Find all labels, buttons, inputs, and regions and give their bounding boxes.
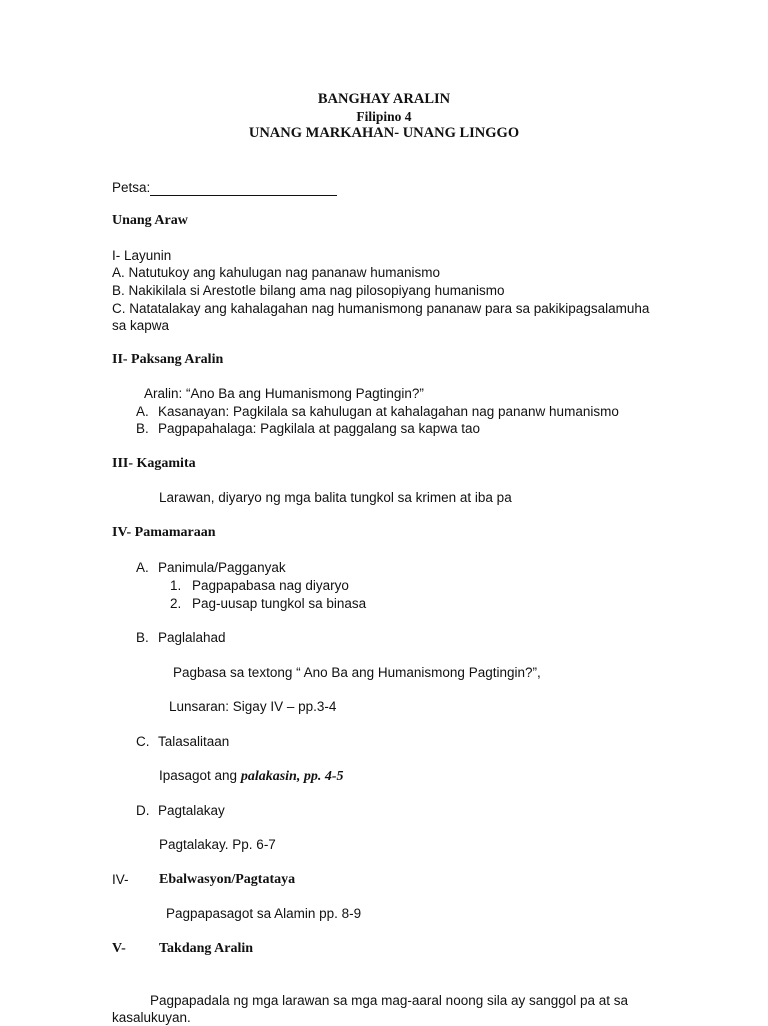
objective-c-line1: C. Natatalakay ang kahalagahan nag humanismong pananaw para sa pakikipagsalamuha bbox=[112, 301, 650, 316]
procedure-c-text: Talasalitaan bbox=[158, 734, 230, 749]
skill-text: Kasanayan: Pagkilala sa kahulugan at kahalagahan nag pananw humanismo bbox=[158, 404, 619, 419]
materials-heading: III- Kagamita bbox=[112, 456, 196, 471]
procedure-heading: IV- Pamamaraan bbox=[112, 525, 216, 540]
date-line bbox=[112, 179, 337, 196]
procedure-a-text: Panimula/Pagganyak bbox=[158, 560, 286, 575]
document-quarter: UNANG MARKAHAN- UNANG LINGGO bbox=[248, 125, 520, 141]
evaluation-heading: Ebalwasyon/Pagtataya bbox=[159, 872, 296, 887]
objectives-heading: I- Layunin bbox=[112, 248, 172, 263]
objective-a: A. Natutukoy ang kahulugan nag pananaw humanismo bbox=[112, 265, 440, 280]
value-marker: B. bbox=[136, 421, 149, 436]
procedure-a1-text: Pagpapabasa nag diyaryo bbox=[192, 578, 349, 593]
assignment-heading: Takdang Aralin bbox=[159, 941, 254, 956]
materials-text: Larawan, diyaryo ng mga balita tungkol sa krimen at iba pa bbox=[159, 490, 512, 505]
lesson-title: Aralin: “Ano Ba ang Humanismong Pagtingin?” bbox=[144, 386, 424, 401]
day-heading: Unang Araw bbox=[112, 213, 188, 228]
skill-marker: A. bbox=[136, 404, 149, 419]
procedure-d-text: Pagtalakay bbox=[158, 803, 225, 818]
date-blank bbox=[150, 181, 337, 196]
value-text: Pagpapahalaga: Pagkilala at paggalang sa kapwa tao bbox=[158, 421, 481, 436]
procedure-d-marker: D. bbox=[136, 803, 150, 818]
procedure-b-reading: Pagbasa sa textong “ Ano Ba ang Humanismong Pagtingin?”, bbox=[173, 665, 541, 680]
evaluation-marker: IV- bbox=[112, 872, 129, 887]
procedure-c-instruction bbox=[159, 767, 344, 785]
document-title: BANGHAY ARALIN bbox=[317, 91, 451, 107]
assignment-line1: Pagpapadala ng mga larawan sa mga mag-aaral noong sila ay sanggol pa at sa bbox=[150, 993, 629, 1008]
procedure-c-marker: C. bbox=[136, 734, 150, 749]
procedure-a2-marker: 2. bbox=[170, 596, 182, 611]
procedure-b-text: Paglalahad bbox=[158, 630, 226, 645]
objective-c-line2: sa kapwa bbox=[112, 318, 170, 333]
procedure-c-instruction-bold: palakasin, pp. 4-5 bbox=[240, 769, 344, 784]
evaluation-text: Pagpapasagot sa Alamin pp. 8-9 bbox=[166, 906, 362, 921]
subject-matter-heading: II- Paksang Aralin bbox=[112, 352, 224, 367]
assignment-line2: kasalukuyan. bbox=[112, 1010, 191, 1025]
procedure-c-instruction-prefix: Ipasagot ang bbox=[159, 768, 241, 783]
objective-b: B. Nakikilala si Arestotle bilang ama nag pilosopiyang humanismo bbox=[112, 283, 505, 298]
procedure-a-marker: A. bbox=[136, 560, 149, 575]
procedure-a2-text: Pag-uusap tungkol sa binasa bbox=[192, 596, 367, 611]
document-subject: Filipino 4 bbox=[356, 109, 412, 124]
procedure-a1-marker: 1. bbox=[170, 578, 182, 593]
date-label: Petsa: bbox=[112, 180, 151, 195]
procedure-d-detail: Pagtalakay. Pp. 6-7 bbox=[159, 837, 276, 852]
procedure-b-source: Lunsaran: Sigay IV – pp.3-4 bbox=[169, 699, 337, 714]
assignment-marker: V- bbox=[112, 941, 126, 956]
procedure-b-marker: B. bbox=[136, 630, 149, 645]
